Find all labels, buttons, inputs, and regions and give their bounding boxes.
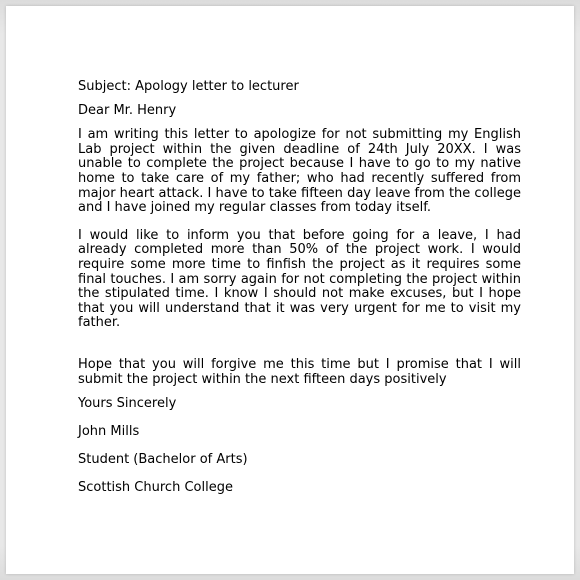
subject-line: Subject: Apology letter to lecturer [78, 79, 299, 94]
paragraph-2: I would like to inform you that before going for a leave, I had already completed more than 50% of the project work. I would require some more time to finfish the project as it requires some final touches. I am sorry again for not completing the project within the stipulated time. I know I should not make excuses, but I hope that you will understand that it was very urgent for me to visit my father. [78, 227, 521, 331]
letter-page [6, 6, 574, 574]
sender-designation: Student (Bachelor of Arts) [78, 452, 248, 468]
sender-name: John Mills [78, 423, 140, 439]
salutation: Dear Mr. Henry [78, 103, 177, 119]
sender-institution: Scottish Church College [78, 480, 233, 496]
paragraph-1: I am writing this letter to apologize for not submitting my English Lab project within the given deadline of 24th July 20XX. I was unable to complete the project because I have to go to my native home to take care of my father; who had recently suffered from major heart attack. I have to take fifteen day leave from the college and I have joined my regular classes from today itself. [78, 127, 521, 216]
closing: Yours Sincerely [78, 395, 177, 411]
letter-body [78, 80, 521, 496]
paragraph-3: Hope that you will forgive me this time but I promise that I will submit the project within the next fifteen days positively [78, 356, 521, 387]
